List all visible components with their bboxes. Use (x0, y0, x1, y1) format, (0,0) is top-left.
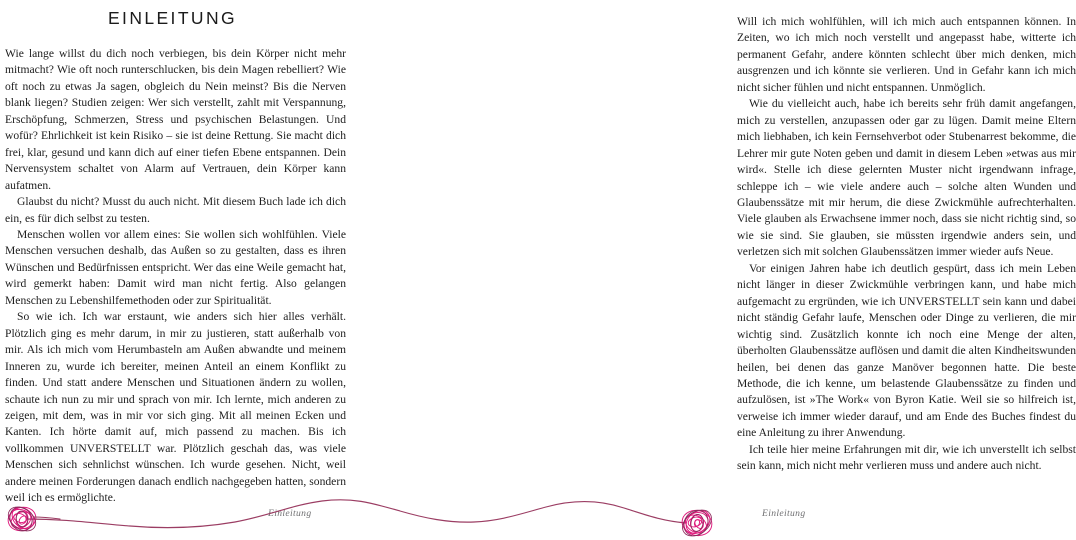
right-page-text-column (737, 14, 1076, 475)
paragraph: Ich teile hier meine Erfahrungen mit dir, wie ich unverstellt ich selbst sein kann, mich nicht mehr verlieren muss und andere auch nicht. (737, 442, 1076, 473)
left-page-text-column (5, 46, 346, 507)
paragraph: So wie ich. Ich war erstaunt, wie anders sich hier alles verhält. Plötzlich ging es mehr darum, in mir zu justieren, statt außerhalb von mir. Als ich mich vom Herumbasteln am Außen abwandte und meinem Inneren zu, wurde ich bereiter, meinen Anteil an einem Konflikt zu finden. Und statt andere Menschen und Situationen ändern zu wollen, schaute ich nun zu mir und sprach von mir. Ich lernte, mich anderen zu zeigen, mit dem, was in mir vor sich ging. Mit all meinen Ecken und Kanten. Ich hörte damit auf, mich passend zu machen. Bis ich vollkommen UNVERSTELLT war. Plötzlich geschah das, was viele Menschen sich sehnlichst wünschen. Ich wurde gesehen. Nicht, weil andere meinen Forderungen danach endlich nachgegeben hatten, sondern weil ich es ermöglichte. (5, 310, 346, 505)
scribble-ball-ornament-right (678, 505, 717, 540)
scribble-ball-ornament-left (4, 502, 60, 536)
paragraph: Wie du vielleicht auch, habe ich bereits sehr früh damit angefangen, mich zu verstellen, anzupassen oder gar zu lügen. Damit meine Eltern mich liebhaben, ich kein Fernsehverbot oder Stubenarrest bekomme, die Lehrer mir gute Noten geben und damit in diesem Leben »etwas aus mir wird«. Stelle ich diese gelernten Muster nicht irgendwann infrage, schleppe ich – wie viele andere auch – solche alten Wunden und Glaubenssätze mit mir herum, die diese Zwickmühle aufrechterhalten. Viele glauben als Erwachsene immer noch, dass sie nicht richtig sind, so wie sie sind. Sie glauben, sie müssten irgendwie anders sein, und verletzen sich mit solchen Glaubenssätzen immer wieder aufs Neue. (737, 97, 1076, 259)
running-head-left: Einleitung (268, 508, 312, 519)
footer-ornament-band (0, 478, 720, 540)
chapter-title: EINLEITUNG (107, 8, 238, 28)
wavy-divider-line (26, 500, 686, 528)
paragraph: Glaubst du nicht? Musst du auch nicht. Mit diesem Buch lade ich dich ein, es für dich selbst zu testen. (5, 195, 346, 225)
paragraph: Wie lange willst du dich noch verbiegen, bis dein Körper nicht mehr mitmacht? Wie oft noch runterschlucken, bis dein Magen rebelliert? Wie oft noch zu etwas Ja sagen, obgleich du Nein meinst? Bis die Nerven blank liegen? Studien zeigen: Wer sich verstellt, zahlt mit Verspannung, Erschöpfung, Schmerzen, Stress und psychischen Belastungen. Und wofür? Ehrlichkeit ist kein Risiko – sie ist deine Rettung. Sie macht dich frei, klar, gesund und kann dich auf einer tiefen Ebene entspannen. Dein Nervensystem schaltet von Alarm auf Vertrauen, dein Körper kann aufatmen. (5, 47, 346, 192)
paragraph: Menschen wollen vor allem eines: Sie wollen sich wohlfühlen. Viele Menschen versuchen deshalb, das Außen so zu gestalten, dass es ihren Wünschen und Bedürfnissen entspricht. Wer das eine Weile gemacht hat, wird gemerkt haben: Damit wird man nicht fertig. Also gelangen Menschen zu Lebenshilfemethoden oder zur Spiritualität. (5, 227, 346, 307)
right-page (360, 0, 1076, 540)
left-page (0, 0, 360, 540)
running-head-right: Einleitung (762, 508, 806, 519)
paragraph: Vor einigen Jahren habe ich deutlich gespürt, dass ich mein Leben nicht länger in dieser Zwickmühle verbringen kann, und habe mich aufgemacht zu ergründen, wie ich UNVERSTELLT sein kann und dabei nicht ständig Gefahr laufe, Menschen oder Dinge zu verlieren, die mir wichtig sind. Zusätzlich konnte ich noch eine Menge der alten, überholten Glaubenssätze auflösen und damit die alten Kindheitswunden heilen, bei denen das ganze Manöver begonnen hatte. Die beste Methode, die ich kenne, um belastende Glaubenssätze zu finden und aufzulösen, ist »The Work« von Byron Katie. Weil sie so hilfreich ist, verweise ich immer wieder darauf, und am Ende des Buches findest du eine Anleitung zu ihrer Anwendung. (737, 261, 1076, 440)
paragraph: Will ich mich wohlfühlen, will ich mich auch entspannen können. In Zeiten, wo ich mich noch verstellt und angepasst habe, witterte ich permanent Gefahr, andere könnten schlecht über mich denken, mich ausgrenzen und ich könnte sie verlieren. Und in Gefahr kann ich mich nicht sicher fühlen und nicht entspannen. Unmöglich. (737, 15, 1076, 94)
